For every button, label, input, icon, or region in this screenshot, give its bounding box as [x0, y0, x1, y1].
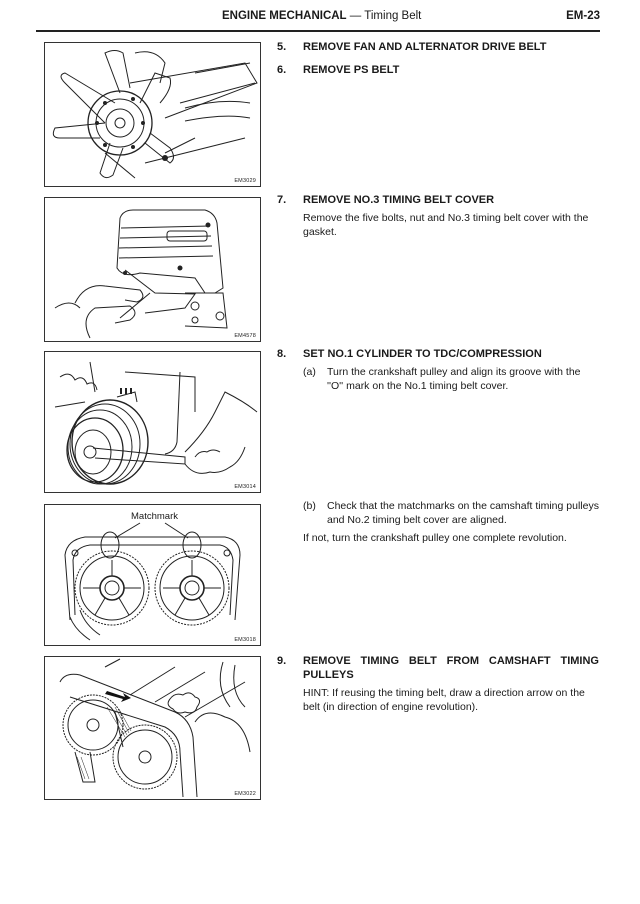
figure-fan-belt — [44, 42, 261, 187]
timing-cover-illustration — [45, 198, 260, 341]
page-header — [36, 7, 600, 29]
step-title: REMOVE FAN AND ALTERNATOR DRIVE BELT — [303, 41, 547, 53]
step-8-continued — [277, 499, 599, 545]
substep-text: Turn the crankshaft pulley and align its groove with the ''O'' mark on the No.1 timing belt cover. — [327, 366, 581, 392]
header-subsection: Timing Belt — [364, 10, 422, 22]
crankshaft-pulley-illustration — [45, 352, 260, 492]
substep-text: Check that the matchmarks on the camshaft timing pulleys and No.2 timing belt cover are aligned. — [327, 500, 599, 526]
header-dash: — — [346, 10, 365, 22]
figure-belt-direction — [44, 656, 261, 800]
figure-code: EM3014 — [234, 484, 256, 490]
substep-b — [303, 499, 599, 527]
step-number: 8. — [277, 348, 287, 360]
step-number: 6. — [277, 64, 287, 76]
step-title: SET NO.1 CYLINDER TO TDC/COMPRESSION — [303, 348, 542, 360]
step-number: 7. — [277, 194, 287, 206]
step-title — [303, 654, 599, 682]
step-title: REMOVE PS BELT — [303, 64, 400, 76]
figure-crankshaft-pulley — [44, 351, 261, 493]
figure-timing-cover — [44, 197, 261, 342]
header-title — [222, 10, 421, 22]
substep-a — [303, 365, 599, 393]
fan-illustration — [45, 43, 260, 186]
step-number: 9. — [277, 655, 287, 667]
step-7 — [277, 193, 599, 239]
substep-label: (b) — [303, 500, 316, 512]
figure-code: EM3022 — [234, 791, 256, 797]
header-section: ENGINE MECHANICAL — [222, 10, 347, 22]
figure-code: EM4578 — [234, 333, 256, 339]
step-body: Remove the five bolts, nut and No.3 timing belt cover with the gasket. — [303, 212, 589, 238]
step-9 — [277, 654, 599, 714]
step-title: REMOVE NO.3 TIMING BELT COVER — [303, 194, 495, 206]
step-number: 5. — [277, 41, 287, 53]
page-number: EM-23 — [566, 10, 600, 22]
step-note: If not, turn the crankshaft pulley one complete revolution. — [303, 532, 567, 544]
camshaft-pulleys-illustration — [45, 505, 260, 645]
step-8 — [277, 347, 599, 393]
step-hint: HINT: If reusing the timing belt, draw a direction arrow on the belt (in direction of engine revolution). — [303, 687, 585, 713]
figure-code: EM3018 — [234, 637, 256, 643]
matchmark-label: Matchmark — [131, 511, 178, 522]
substep-label: (a) — [303, 366, 316, 378]
timing-belt-illustration — [45, 657, 260, 799]
step-title-line2: PULLEYS — [303, 669, 354, 681]
header-rule — [36, 30, 600, 32]
figure-code: EM3029 — [234, 178, 256, 184]
figure-matchmarks — [44, 504, 261, 646]
step-title-line1: REMOVE TIMING BELT FROM CAMSHAFT TIMING — [303, 655, 599, 667]
step-5 — [277, 40, 599, 54]
step-6 — [277, 63, 599, 77]
